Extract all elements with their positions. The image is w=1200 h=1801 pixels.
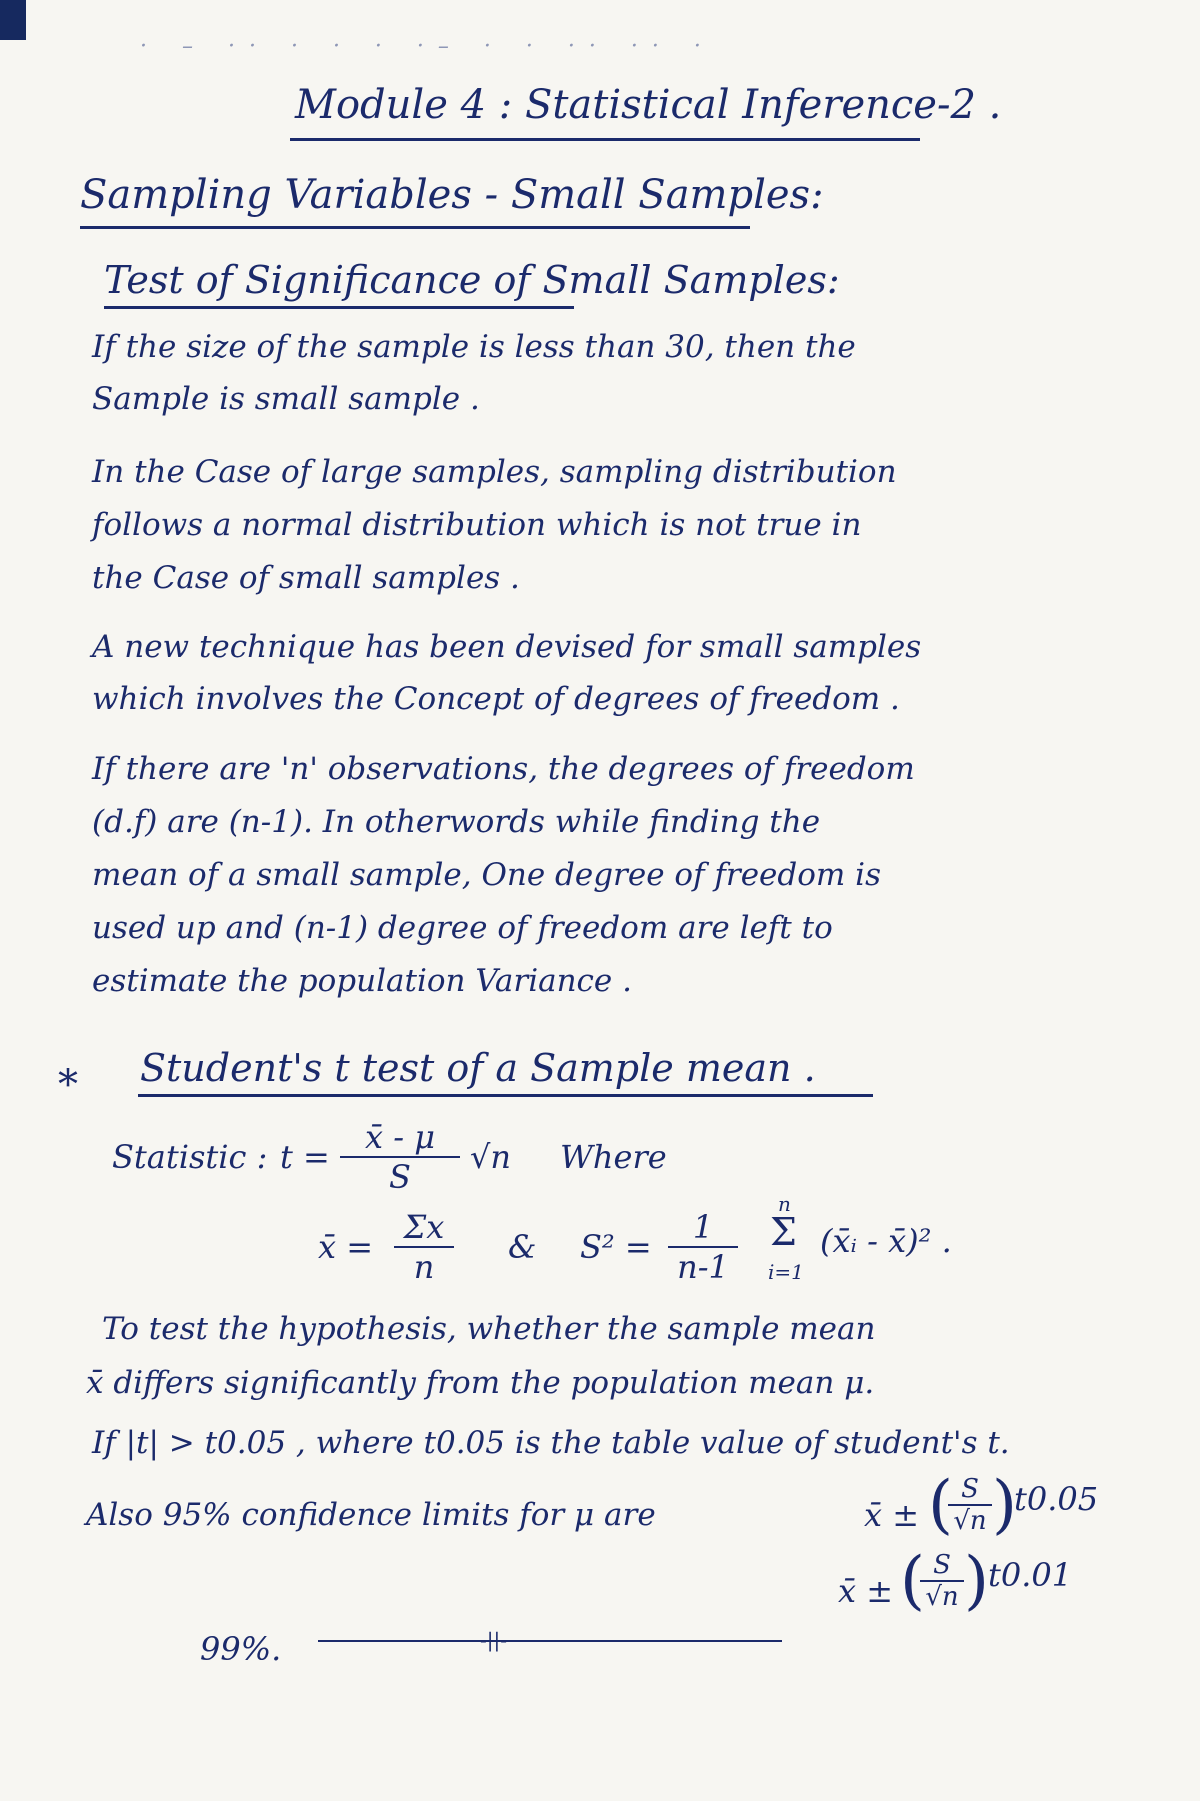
ci-95-suffix: t0.05 (1014, 1480, 1099, 1518)
xbar-fraction (394, 1208, 454, 1286)
title-underline (290, 138, 920, 141)
main-heading-underline (80, 226, 750, 229)
hypothesis-line: Also 95% confidence limits for μ are (86, 1497, 656, 1533)
ditto-line (318, 1640, 782, 1642)
hypothesis-line: x̄ differs significantly from the population mean μ. (86, 1365, 875, 1401)
paragraph-line: which involves the Concept of degrees of freedom . (92, 681, 900, 717)
paragraph-line: If the size of the sample is less than 30, then the (92, 329, 856, 365)
paragraph-line: follows a normal distribution which is not true in (92, 507, 862, 543)
ci-99-fraction (920, 1550, 964, 1612)
paragraph-line: used up and (n-1) degree of freedom are left to (92, 910, 833, 946)
section-heading-underline (138, 1094, 873, 1097)
sqrt-n: √n (470, 1138, 511, 1176)
paragraph-line: If there are 'n' observations, the degrees of freedom (92, 751, 915, 787)
t-numerator: x̄ - μ (340, 1118, 460, 1158)
main-heading: Sampling Variables - Small Samples: (80, 172, 824, 218)
paragraph-line: the Case of small samples . (92, 560, 520, 596)
sum-lower-limit: i=1 (768, 1260, 804, 1284)
corner-mark (0, 0, 26, 40)
ci-99-denominator: √n (925, 1582, 959, 1612)
faint-bleed-through-marks: · – ·· · · · ·– · · ·· ·· · (140, 34, 715, 59)
sub-heading: Test of Significance of Small Samples: (104, 258, 840, 302)
s2-fraction (668, 1208, 738, 1286)
paragraph-line: Sample is small sample . (92, 381, 480, 417)
sum-symbol: Σ (770, 1210, 797, 1254)
s2-denominator: n-1 (677, 1248, 729, 1286)
s2-equals: S² = (580, 1228, 652, 1266)
ci-99-suffix: t0.01 (988, 1556, 1073, 1594)
ci-95-prefix: x̄ ± (864, 1496, 920, 1534)
star-bullet: * (58, 1062, 78, 1108)
where-label: Where (560, 1138, 667, 1176)
paragraph-line: A new technique has been devised for small samples (92, 629, 922, 665)
xbar-equals: x̄ = (318, 1228, 374, 1266)
t-fraction (340, 1118, 460, 1196)
paragraph-line: mean of a small sample, One degree of freedom is (92, 857, 881, 893)
ditto-mark: -||- (480, 1628, 507, 1652)
ci-99-numerator: S (920, 1550, 964, 1582)
hypothesis-line: To test the hypothesis, whether the sample mean (102, 1311, 876, 1347)
xbar-denominator: n (413, 1248, 435, 1286)
ci-99-prefix: x̄ ± (838, 1572, 894, 1610)
ampersand: & (508, 1228, 537, 1266)
page-title: Module 4 : Statistical Inference-2 . (295, 82, 1002, 128)
sub-heading-underline (104, 306, 574, 309)
section-heading: Student's t test of a Sample mean . (140, 1046, 816, 1090)
ci-95-left-paren: ( (928, 1468, 953, 1542)
hypothesis-line: If |t| > t0.05 , where t0.05 is the table value of student's t. (92, 1425, 1010, 1461)
ci-95-right-paren: ) (992, 1468, 1017, 1542)
ci-99-left-paren: ( (900, 1544, 925, 1618)
t-denominator: S (389, 1158, 411, 1196)
sum-upper-limit: n (778, 1192, 791, 1216)
paragraph-line: estimate the population Variance . (92, 963, 632, 999)
xbar-numerator: Σx (394, 1208, 454, 1248)
ci-99-label: 99%. (200, 1630, 282, 1668)
statistic-label: Statistic : (112, 1138, 268, 1176)
ci-95-denominator: √n (953, 1506, 987, 1536)
ci-99-right-paren: ) (964, 1544, 989, 1618)
ci-95-numerator: S (948, 1474, 992, 1506)
s2-numerator: 1 (668, 1208, 738, 1248)
t-equals: t = (280, 1138, 330, 1176)
paragraph-line: In the Case of large samples, sampling distribution (92, 454, 897, 490)
ci-95-fraction (948, 1474, 992, 1536)
sum-term: (x̄ᵢ - x̄)² . (820, 1222, 952, 1260)
paragraph-line: (d.f) are (n-1). In otherwords while finding the (92, 804, 821, 840)
